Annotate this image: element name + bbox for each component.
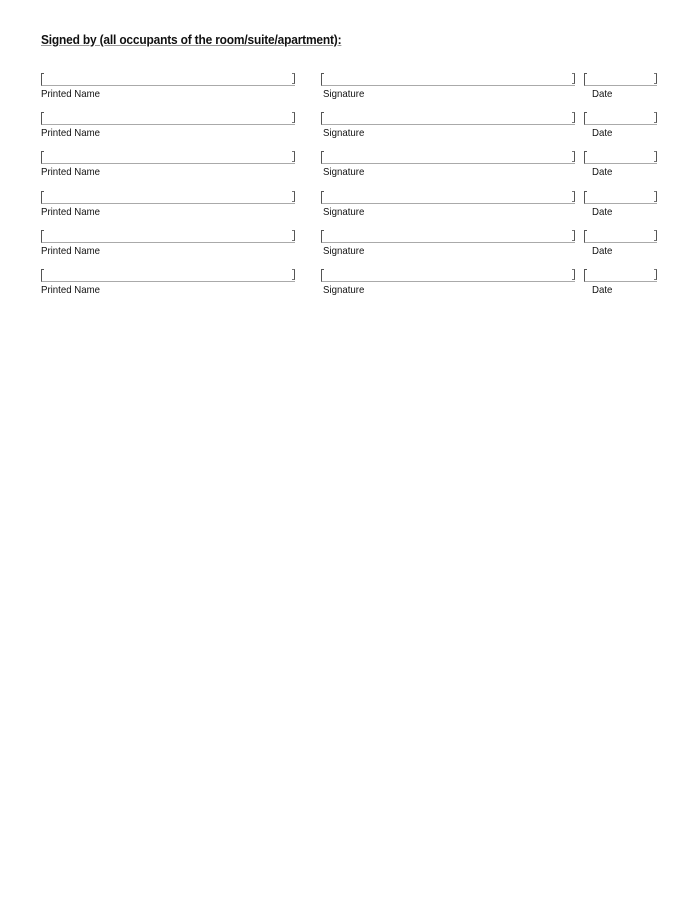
printed-name-label: Printed Name [41, 88, 101, 100]
date-label: Date [592, 166, 613, 179]
date-label: Date [592, 205, 613, 218]
date-label: Date [592, 127, 613, 140]
printed-name-field[interactable] [41, 112, 295, 125]
signature-field[interactable] [321, 73, 575, 86]
signature-label: Signature [323, 88, 365, 100]
signature-row [0, 191, 696, 231]
date-field[interactable] [584, 191, 657, 204]
printed-name-label: Printed Name [41, 244, 101, 257]
signature-label: Signature [323, 166, 365, 179]
signature-row [0, 269, 696, 309]
printed-name-field[interactable] [41, 73, 295, 86]
date-field[interactable] [584, 73, 657, 86]
signature-field[interactable] [321, 269, 575, 282]
printed-name-field[interactable] [41, 230, 295, 243]
signature-field[interactable] [321, 191, 575, 204]
signature-field[interactable] [321, 230, 575, 243]
signature-row [0, 151, 696, 191]
date-label: Date [592, 88, 613, 100]
signature-label: Signature [323, 205, 365, 218]
date-field[interactable] [584, 230, 657, 243]
signature-label: Signature [323, 284, 365, 296]
section-title: Signed by (all occupants of the room/suite/apartment): [41, 32, 342, 47]
signature-field[interactable] [321, 151, 575, 164]
signature-row [0, 73, 696, 113]
printed-name-field[interactable] [41, 151, 295, 164]
date-field[interactable] [584, 112, 657, 125]
printed-name-label: Printed Name [41, 205, 101, 218]
signature-row [0, 230, 696, 270]
date-label: Date [592, 284, 613, 296]
signature-row [0, 112, 696, 152]
signature-field[interactable] [321, 112, 575, 125]
date-label: Date [592, 244, 613, 257]
printed-name-field[interactable] [41, 269, 295, 282]
date-field[interactable] [584, 269, 657, 282]
date-field[interactable] [584, 151, 657, 164]
signature-label: Signature [323, 244, 365, 257]
printed-name-label: Printed Name [41, 127, 101, 140]
signature-label: Signature [323, 127, 365, 140]
printed-name-field[interactable] [41, 191, 295, 204]
printed-name-label: Printed Name [41, 166, 101, 179]
printed-name-label: Printed Name [41, 284, 101, 296]
